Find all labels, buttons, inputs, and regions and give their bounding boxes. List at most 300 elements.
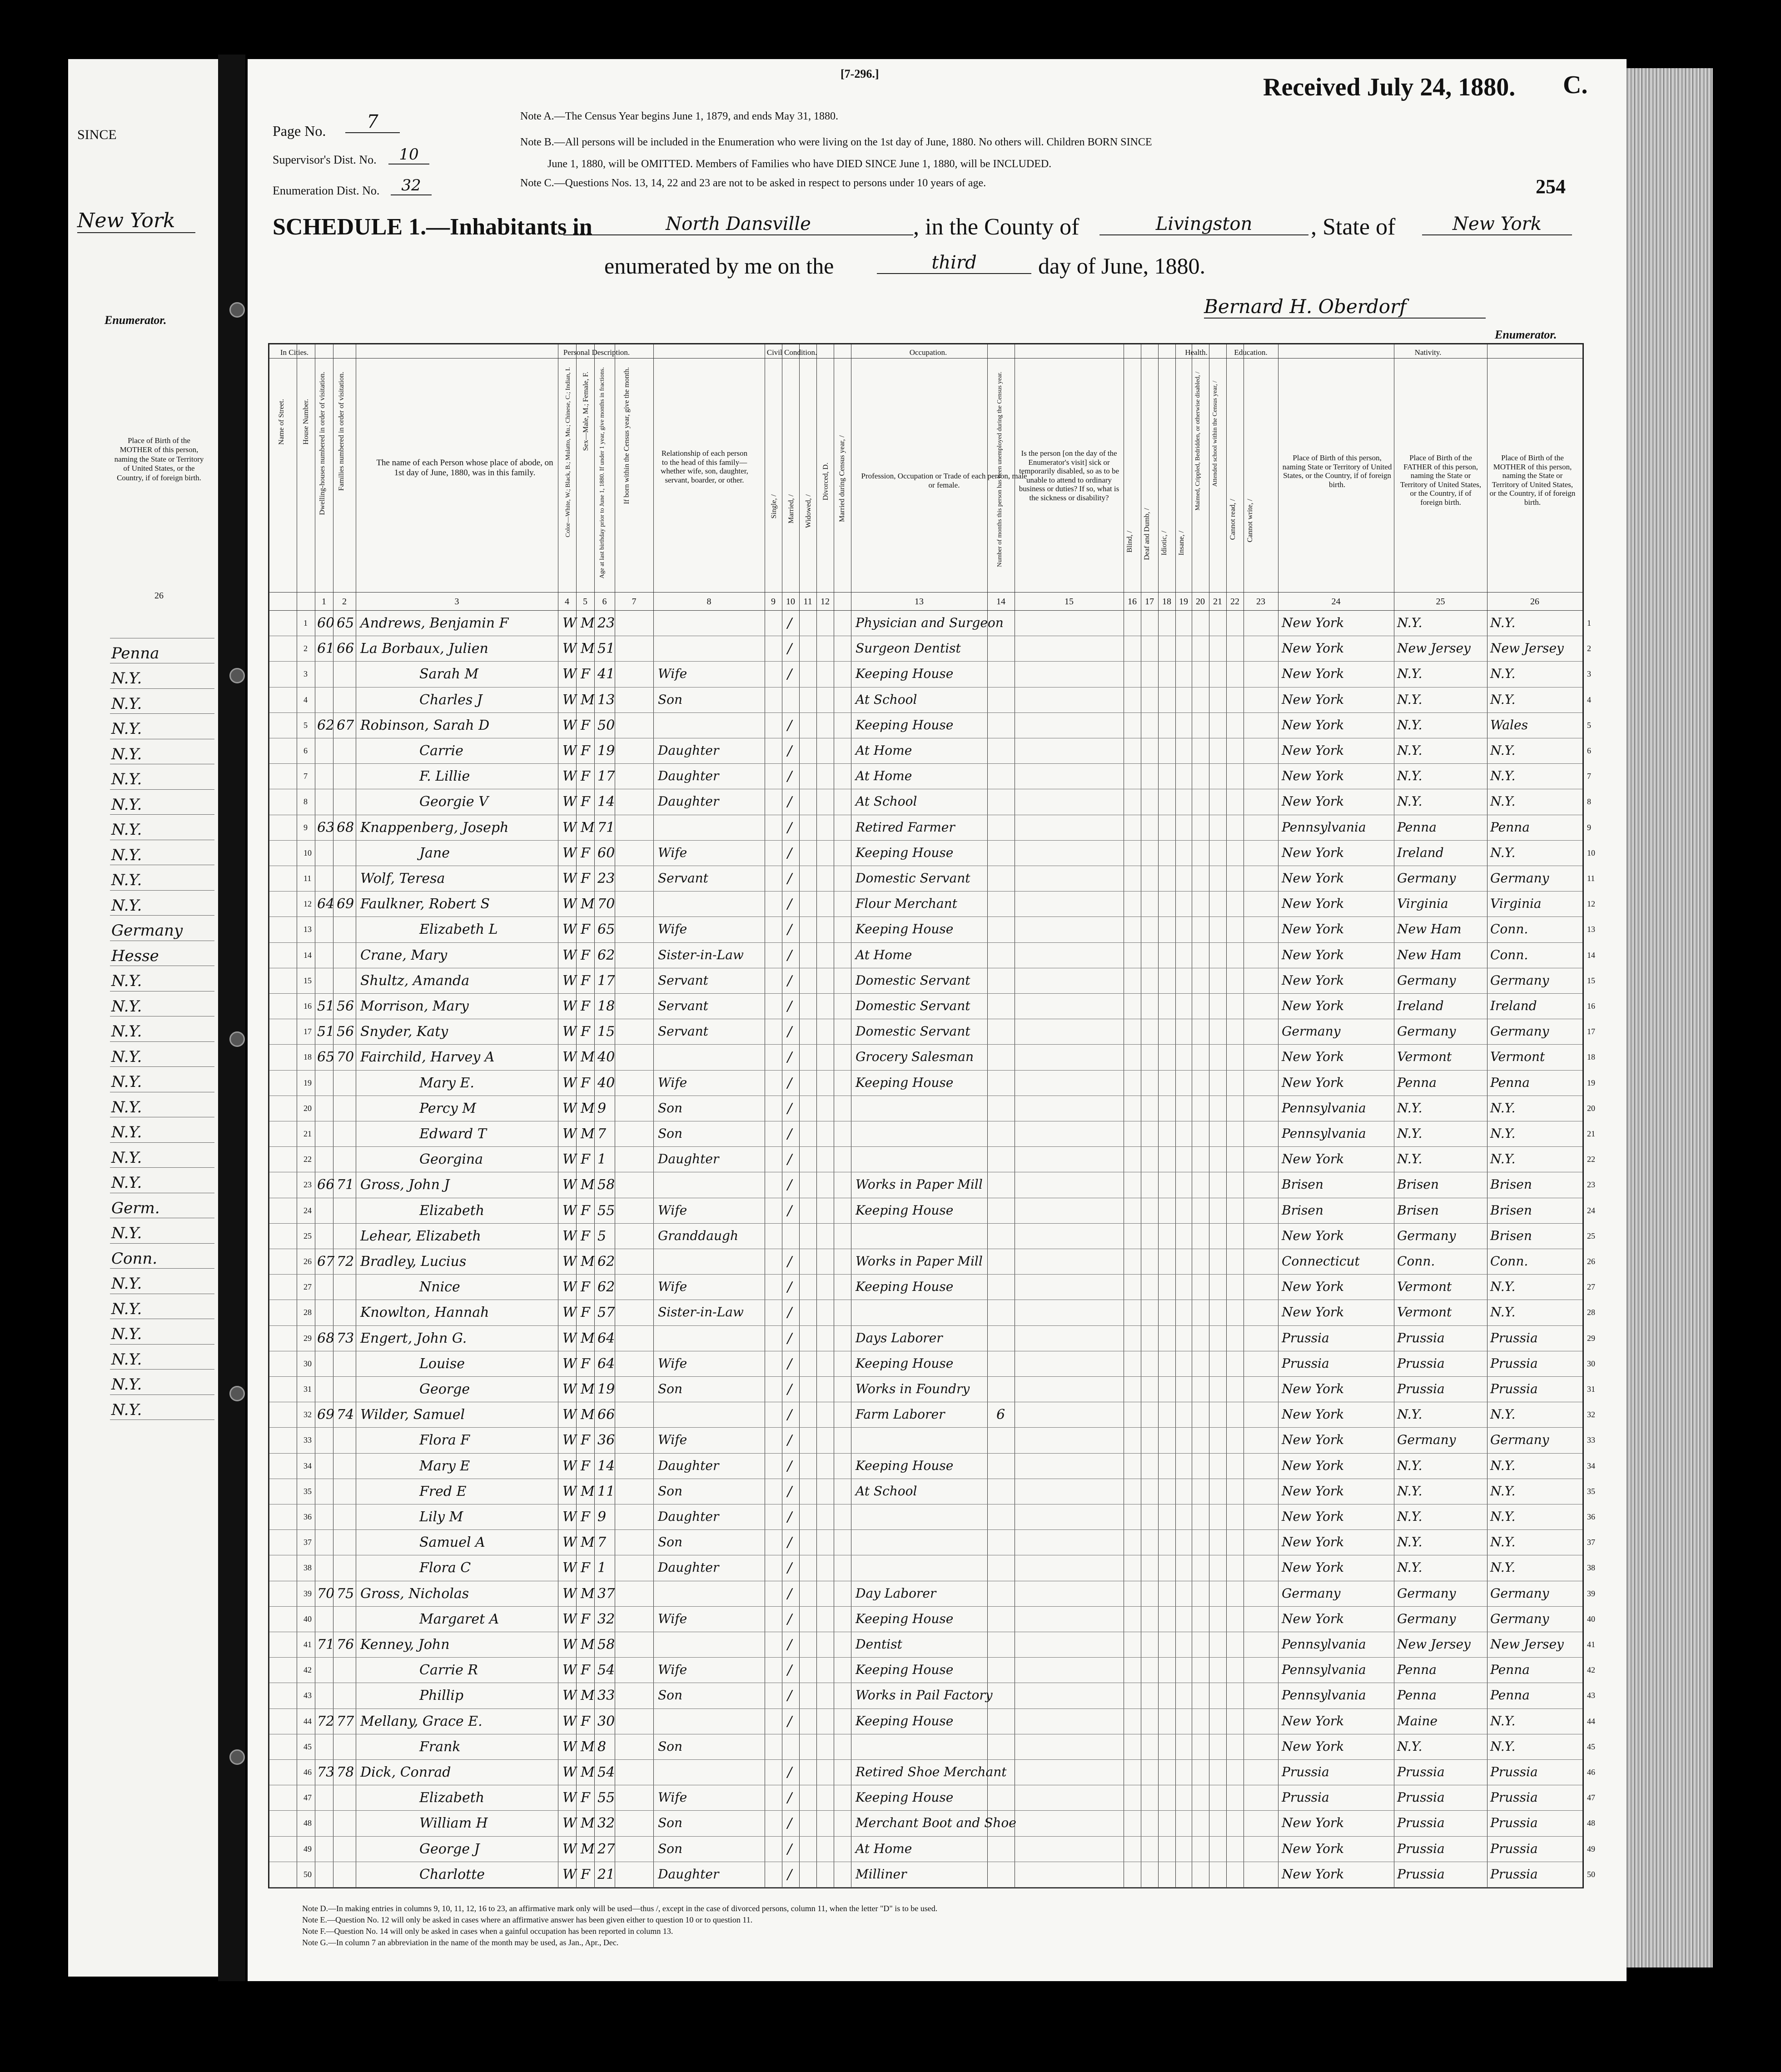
row-number-right: 24 [1587,1205,1595,1215]
row-number-right: 32 [1587,1410,1595,1420]
birthplace-person: New York [1282,615,1344,630]
row-number-right: 4 [1587,695,1591,704]
birthplace-mother: N.Y. [1490,794,1516,809]
column-number: 24 [1331,597,1341,607]
civil-mark: / [787,1713,792,1729]
dwelling-number: 69 [317,1407,335,1423]
family-number: 78 [337,1764,354,1780]
color-cell: W [562,1381,577,1397]
person-name: Shultz, Amanda [360,972,470,989]
left-page-row: Hesse [111,946,159,965]
left-page-row-rule [110,1167,214,1168]
person-name: Wolf, Teresa [360,871,445,887]
age-cell: 36 [597,1432,615,1449]
age-cell: 19 [597,743,615,759]
dwelling-number: 51 [317,1024,335,1040]
header-married: Married, / [787,494,795,523]
person-name: Elizabeth L [419,921,498,938]
age-cell: 55 [597,1202,615,1219]
birthplace-father: Brisen [1397,1202,1439,1218]
birthplace-father: Prussia [1397,1841,1445,1856]
person-name: Engert, John G. [360,1330,467,1346]
birthplace-father: N.Y. [1397,1509,1423,1524]
sex-cell: F [581,845,590,861]
birthplace-person: New York [1282,1483,1344,1499]
occupation-cell: Keeping House [856,666,954,682]
person-name: Flora F [419,1432,470,1449]
age-cell: 1 [597,1560,607,1576]
left-page-state: New York [77,209,195,233]
birthplace-mother: Prussia [1490,1330,1538,1345]
person-name: Georgie V [419,794,488,810]
left-page-enumerator: Enumerator. [104,314,167,327]
row-number: 2 [303,644,308,653]
row-number: 25 [303,1231,312,1240]
civil-mark: / [787,1688,792,1704]
birthplace-father: Germany [1397,1024,1456,1039]
person-name: Knowlton, Hannah [360,1305,489,1321]
color-cell: W [562,743,577,759]
color-cell: W [562,972,577,989]
relationship-cell: Daughter [658,1509,719,1524]
color-cell: W [562,1509,577,1525]
color-cell: W [562,1202,577,1219]
sex-cell: M [581,1483,595,1499]
row-rule [269,1427,1582,1428]
enumerator-signature: Bernard H. Oberdorf [1204,295,1486,319]
row-rule [269,1606,1582,1607]
row-number: 39 [303,1589,312,1598]
relationship-cell: Wife [658,921,687,937]
occupation-cell: At Home [856,743,912,758]
group-education: Education. [1234,348,1268,357]
row-number-right: 29 [1587,1333,1595,1343]
age-cell: 19 [597,1381,615,1397]
birthplace-person: New York [1282,1458,1344,1473]
person-name: Dick, Conrad [360,1764,451,1780]
relationship-cell: Wife [658,1662,687,1678]
birthplace-mother: New Jersey [1490,641,1564,656]
row-number: 41 [303,1640,312,1649]
age-cell: 21 [597,1866,615,1883]
birthplace-father: Prussia [1397,1355,1445,1371]
row-number-right: 48 [1587,1818,1595,1828]
age-cell: 33 [597,1688,615,1704]
header-birth-person: Place of Birth of this person, naming State or Territory of United States, or the Country, if of foreign birth. [1282,453,1392,489]
birthplace-person: Germany [1282,1024,1341,1039]
note-b-line1: Note B.—All persons will be included in the Enumeration who were living on the 1st day of June, 1880. No others will. Children BORN SINCE [520,136,1152,148]
row-number: 21 [303,1129,312,1138]
column-rule [1278,344,1279,1887]
civil-mark: / [787,768,792,785]
header-street: Name of Street. [278,399,285,445]
occupation-cell: At School [856,1483,917,1499]
header-color: Color—White, W.; Black, B.; Mulatto, Mu.; Chinese, C.; Indian, I. [565,367,572,538]
column-number: 14 [996,597,1005,607]
row-number: 30 [303,1359,312,1368]
column-number: 3 [454,597,459,607]
birthplace-person: New York [1282,972,1344,988]
relationship-cell: Wife [658,1279,687,1295]
occupation-cell: Keeping House [856,1662,954,1678]
birthplace-father: Virginia [1397,896,1448,911]
sex-cell: M [581,1637,595,1653]
note-g: Note G.—In column 7 an abbreviation in the name of the month may be used, as Jan., Apr., Dec. [302,1938,619,1947]
person-name: Robinson, Sarah D [360,717,490,733]
left-page-row: N.Y. [111,1022,142,1041]
schedule-label: SCHEDULE 1.—Inhabitants in [273,214,592,240]
header-divorced: Divorced, D. [822,463,830,501]
color-cell: W [562,1330,577,1346]
age-cell: 18 [597,998,615,1014]
age-cell: 65 [597,921,615,938]
color-cell: W [562,615,577,631]
header-school: Attended school within the Census year, / [1212,381,1219,487]
birthplace-person: New York [1282,717,1344,732]
birthplace-mother: N.Y. [1490,1279,1516,1295]
person-name: Elizabeth [419,1202,485,1219]
row-number: 6 [303,746,308,755]
row-rule [269,1887,1582,1888]
group-in-cities: In Cities. [280,348,309,357]
sex-cell: F [581,871,590,887]
column-number: 10 [786,597,795,607]
column-number: 1 [322,597,326,607]
civil-mark: / [787,871,792,887]
age-cell: 5 [597,1228,607,1244]
header-cannot-write: Cannot write, / [1246,499,1254,543]
sex-cell: F [581,1024,590,1040]
family-number: 69 [337,896,354,912]
left-page-row: Conn. [111,1249,158,1268]
column-number: 5 [583,597,587,607]
occupation-cell: Keeping House [856,1279,954,1295]
row-number-right: 25 [1587,1231,1595,1240]
column-number: 25 [1436,597,1445,607]
birthplace-mother: Penna [1490,1688,1530,1703]
group-personal: Personal Description. [563,348,630,357]
row-number: 40 [303,1614,312,1624]
relationship-cell: Wife [658,845,687,860]
civil-mark: / [787,845,792,861]
color-cell: W [562,1432,577,1449]
relationship-cell: Wife [658,1075,687,1090]
birthplace-person: Prussia [1282,1790,1329,1805]
dwelling-number: 68 [317,1330,335,1346]
relationship-cell: Son [658,1100,683,1116]
row-number: 20 [303,1103,312,1113]
relationship-cell: Son [658,1381,683,1396]
row-number-right: 15 [1587,976,1595,985]
age-cell: 54 [597,1764,615,1780]
person-name: Snyder, Katy [360,1024,448,1040]
occupation-cell: Keeping House [856,1713,954,1728]
row-rule [269,1810,1582,1811]
header-insane: Insane, / [1178,531,1185,556]
relationship-cell: Servant [658,972,708,988]
color-cell: W [562,871,577,887]
left-page-row: N.Y. [111,1400,142,1419]
header-age: Age at last birthday prior to June 1, 1880. If under 1 year, give months in fractions. [599,367,606,579]
row-number-right: 10 [1587,848,1595,857]
color-cell: W [562,1254,577,1270]
header-relationship: Relationship of each person to the head of this family—whether wife, son, daughter, servant, boarder, or other. [661,449,748,484]
civil-mark: / [787,1637,792,1653]
occupation-cell: Keeping House [856,921,954,937]
row-number-right: 12 [1587,899,1595,909]
age-cell: 7 [597,1534,607,1551]
row-number: 24 [303,1205,312,1215]
row-number: 33 [303,1435,312,1445]
binding-ring [229,1386,245,1401]
dwelling-number: 72 [317,1713,335,1729]
dwelling-number: 66 [317,1177,335,1193]
row-number-right: 19 [1587,1078,1595,1087]
age-cell: 62 [597,947,615,963]
column-number: 13 [915,597,924,607]
left-page-row-rule [110,789,214,790]
row-number-right: 45 [1587,1742,1595,1751]
civil-mark: / [787,1611,792,1627]
birthplace-person: New York [1282,1279,1344,1295]
birthplace-mother: Brisen [1490,1228,1532,1243]
color-cell: W [562,794,577,810]
relationship-cell: Wife [658,1355,687,1371]
person-name: Morrison, Mary [360,998,469,1014]
occupation-cell: At Home [856,947,912,962]
person-name: Mellany, Grace E. [360,1713,483,1729]
dwelling-number: 73 [317,1764,335,1780]
color-cell: W [562,1688,577,1704]
row-number: 22 [303,1155,312,1164]
relationship-cell: Son [658,1738,683,1754]
civil-mark: / [787,1381,792,1397]
relationship-cell: Wife [658,1611,687,1626]
left-page-row: Germany [111,921,183,940]
relationship-cell: Wife [658,1790,687,1805]
civil-mark: / [787,1151,792,1168]
age-cell: 1 [597,1151,607,1168]
family-number: 73 [337,1330,354,1346]
person-name: Gross, John J [360,1177,450,1193]
sex-cell: F [581,1279,590,1295]
person-name: George J [419,1841,480,1857]
dwelling-number: 70 [317,1585,335,1602]
color-cell: W [562,1560,577,1576]
page-no-value: 7 [345,111,400,133]
left-page-row-rule [110,688,214,689]
age-cell: 11 [597,1483,615,1499]
color-cell: W [562,845,577,861]
row-number: 12 [303,899,312,909]
occupation-cell: Keeping House [856,1790,954,1805]
row-number: 35 [303,1486,312,1496]
occupation-cell: Keeping House [856,1202,954,1218]
civil-mark: / [787,1305,792,1321]
person-name: William H [419,1815,488,1832]
row-number-right: 3 [1587,669,1591,679]
row-number-right: 37 [1587,1538,1595,1547]
person-name: Crane, Mary [360,947,448,963]
birthplace-mother: Prussia [1490,1764,1538,1779]
sex-cell: F [581,1355,590,1372]
binding-ring [229,668,245,683]
civil-mark: / [787,921,792,938]
birthplace-father: Prussia [1397,1815,1445,1831]
header-sick: Is the person [on the day of the Enumerator's visit] sick or temporarily disabled, so as to be unable to attend to ordinary business or duties? If so, what is the sickness or disability? [1019,449,1119,502]
row-rule [269,1223,1582,1224]
person-name: Percy M [419,1100,476,1116]
birthplace-person: Pennsylvania [1282,1637,1366,1652]
person-name: Lehear, Elizabeth [360,1228,481,1244]
sex-cell: F [581,1202,590,1219]
occupation-cell: Domestic Servant [856,871,970,886]
civil-mark: / [787,819,792,836]
sex-cell: F [581,998,590,1014]
birthplace-person: New York [1282,845,1344,860]
color-cell: W [562,641,577,657]
row-number: 47 [303,1793,312,1803]
row-number: 14 [303,950,312,960]
color-cell: W [562,1177,577,1193]
group-nativity: Nativity. [1414,348,1442,357]
relationship-cell: Daughter [658,794,719,809]
column-number: 19 [1179,597,1188,607]
sex-cell: M [581,1688,595,1704]
civil-mark: / [787,1355,792,1372]
header-occupation: Profession, Occupation or Trade of each person, male or female. [861,472,1027,489]
header-born-month: If born within the Census year, give the month. [623,367,631,504]
birthplace-father: Vermont [1397,1305,1452,1320]
birthplace-mother: Conn. [1490,921,1528,937]
occupation-cell: Surgeon Dentist [856,641,961,656]
left-page-row: N.Y. [111,871,142,889]
birthplace-person: Connecticut [1282,1254,1360,1269]
left-page-row-rule [110,713,214,714]
sex-cell: M [581,819,595,836]
age-cell: 23 [597,871,615,887]
row-number-right: 1 [1587,618,1591,628]
birthplace-father: N.Y. [1397,1483,1423,1499]
left-page-row: N.Y. [111,1350,142,1369]
occupation-cell: Retired Shoe Merchant [856,1764,1007,1779]
row-number-right: 38 [1587,1563,1595,1573]
column-rule [799,344,800,1887]
row-number: 45 [303,1742,312,1751]
birthplace-mother: Conn. [1490,1254,1528,1269]
sex-cell: M [581,1407,595,1423]
row-rule [269,1070,1582,1071]
birthplace-person: New York [1282,1815,1344,1831]
enum-dist-label: Enumeration Dist. No. [273,184,380,197]
birthplace-person: Germany [1282,1585,1341,1601]
civil-mark: / [787,998,792,1014]
row-rule [269,1274,1582,1275]
dwelling-number: 67 [317,1254,335,1270]
relationship-cell: Sister-in-Law [658,1305,744,1320]
civil-mark: / [787,1330,792,1346]
census-table [268,343,1595,1888]
birthplace-father: Vermont [1397,1049,1452,1065]
birthplace-father: Prussia [1397,1866,1445,1882]
birthplace-mother: Brisen [1490,1177,1532,1192]
dwelling-number: 71 [317,1637,335,1653]
row-number-right: 22 [1587,1155,1595,1164]
family-number: 65 [337,615,354,631]
person-name: F. Lillie [419,768,470,785]
occupation-cell: Keeping House [856,1075,954,1090]
birthplace-father: Germany [1397,871,1456,886]
family-number: 72 [337,1254,354,1270]
civil-mark: / [787,1254,792,1270]
civil-mark: / [787,1764,792,1780]
row-number-right: 31 [1587,1385,1595,1394]
occupation-cell: At School [856,692,917,707]
left-page-row: Penna [111,644,159,662]
row-number: 49 [303,1844,312,1853]
occupation-cell: Works in Paper Mill [856,1177,983,1192]
color-cell: W [562,819,577,836]
birthplace-mother: N.Y. [1490,1305,1516,1320]
row-number-right: 17 [1587,1027,1595,1036]
color-cell: W [562,1738,577,1755]
birthplace-mother: N.Y. [1490,743,1516,758]
row-rule [269,840,1582,841]
birthplace-mother: N.Y. [1490,1126,1516,1141]
sex-cell: F [581,1866,590,1883]
civil-mark: / [787,743,792,759]
birthplace-person: Prussia [1282,1764,1329,1779]
civil-mark: / [787,1407,792,1423]
sex-cell: F [581,972,590,989]
row-number-right: 33 [1587,1435,1595,1445]
header-idiotic: Idiotic, / [1160,531,1168,556]
age-cell: 14 [597,1458,615,1474]
person-name: Georgina [419,1151,483,1168]
person-name: Frank [419,1738,461,1755]
birthplace-person: New York [1282,896,1344,911]
birthplace-person: Prussia [1282,1355,1329,1371]
relationship-cell: Wife [658,1432,687,1448]
person-name: Knappenberg, Joseph [360,819,509,836]
place-value: North Dansville [563,214,913,235]
birthplace-mother: Germany [1490,1432,1549,1448]
sex-cell: F [581,768,590,785]
row-number: 11 [303,874,312,883]
enum-dist-value: 32 [391,176,432,195]
sex-cell: M [581,1585,595,1602]
column-rule [816,344,817,1887]
birthplace-father: N.Y. [1397,1534,1423,1550]
age-cell: 13 [597,692,615,708]
birthplace-father: N.Y. [1397,743,1423,758]
relationship-cell: Servant [658,871,708,886]
row-number-right: 40 [1587,1614,1595,1624]
color-cell: W [562,1126,577,1142]
birthplace-person: Brisen [1282,1202,1323,1218]
header-family: Families numbered in order of visitation. [338,372,345,491]
person-name: Fred E [419,1483,467,1499]
left-page-row-rule [110,915,214,916]
birthplace-father: Germany [1397,1585,1456,1601]
row-rule [269,891,1582,892]
birthplace-father: N.Y. [1397,692,1423,707]
header-deaf: Deaf and Dumb, / [1143,508,1151,560]
age-cell: 54 [597,1662,615,1679]
left-page-row: N.Y. [111,1073,142,1091]
row-number: 48 [303,1818,312,1828]
age-cell: 58 [597,1637,615,1653]
